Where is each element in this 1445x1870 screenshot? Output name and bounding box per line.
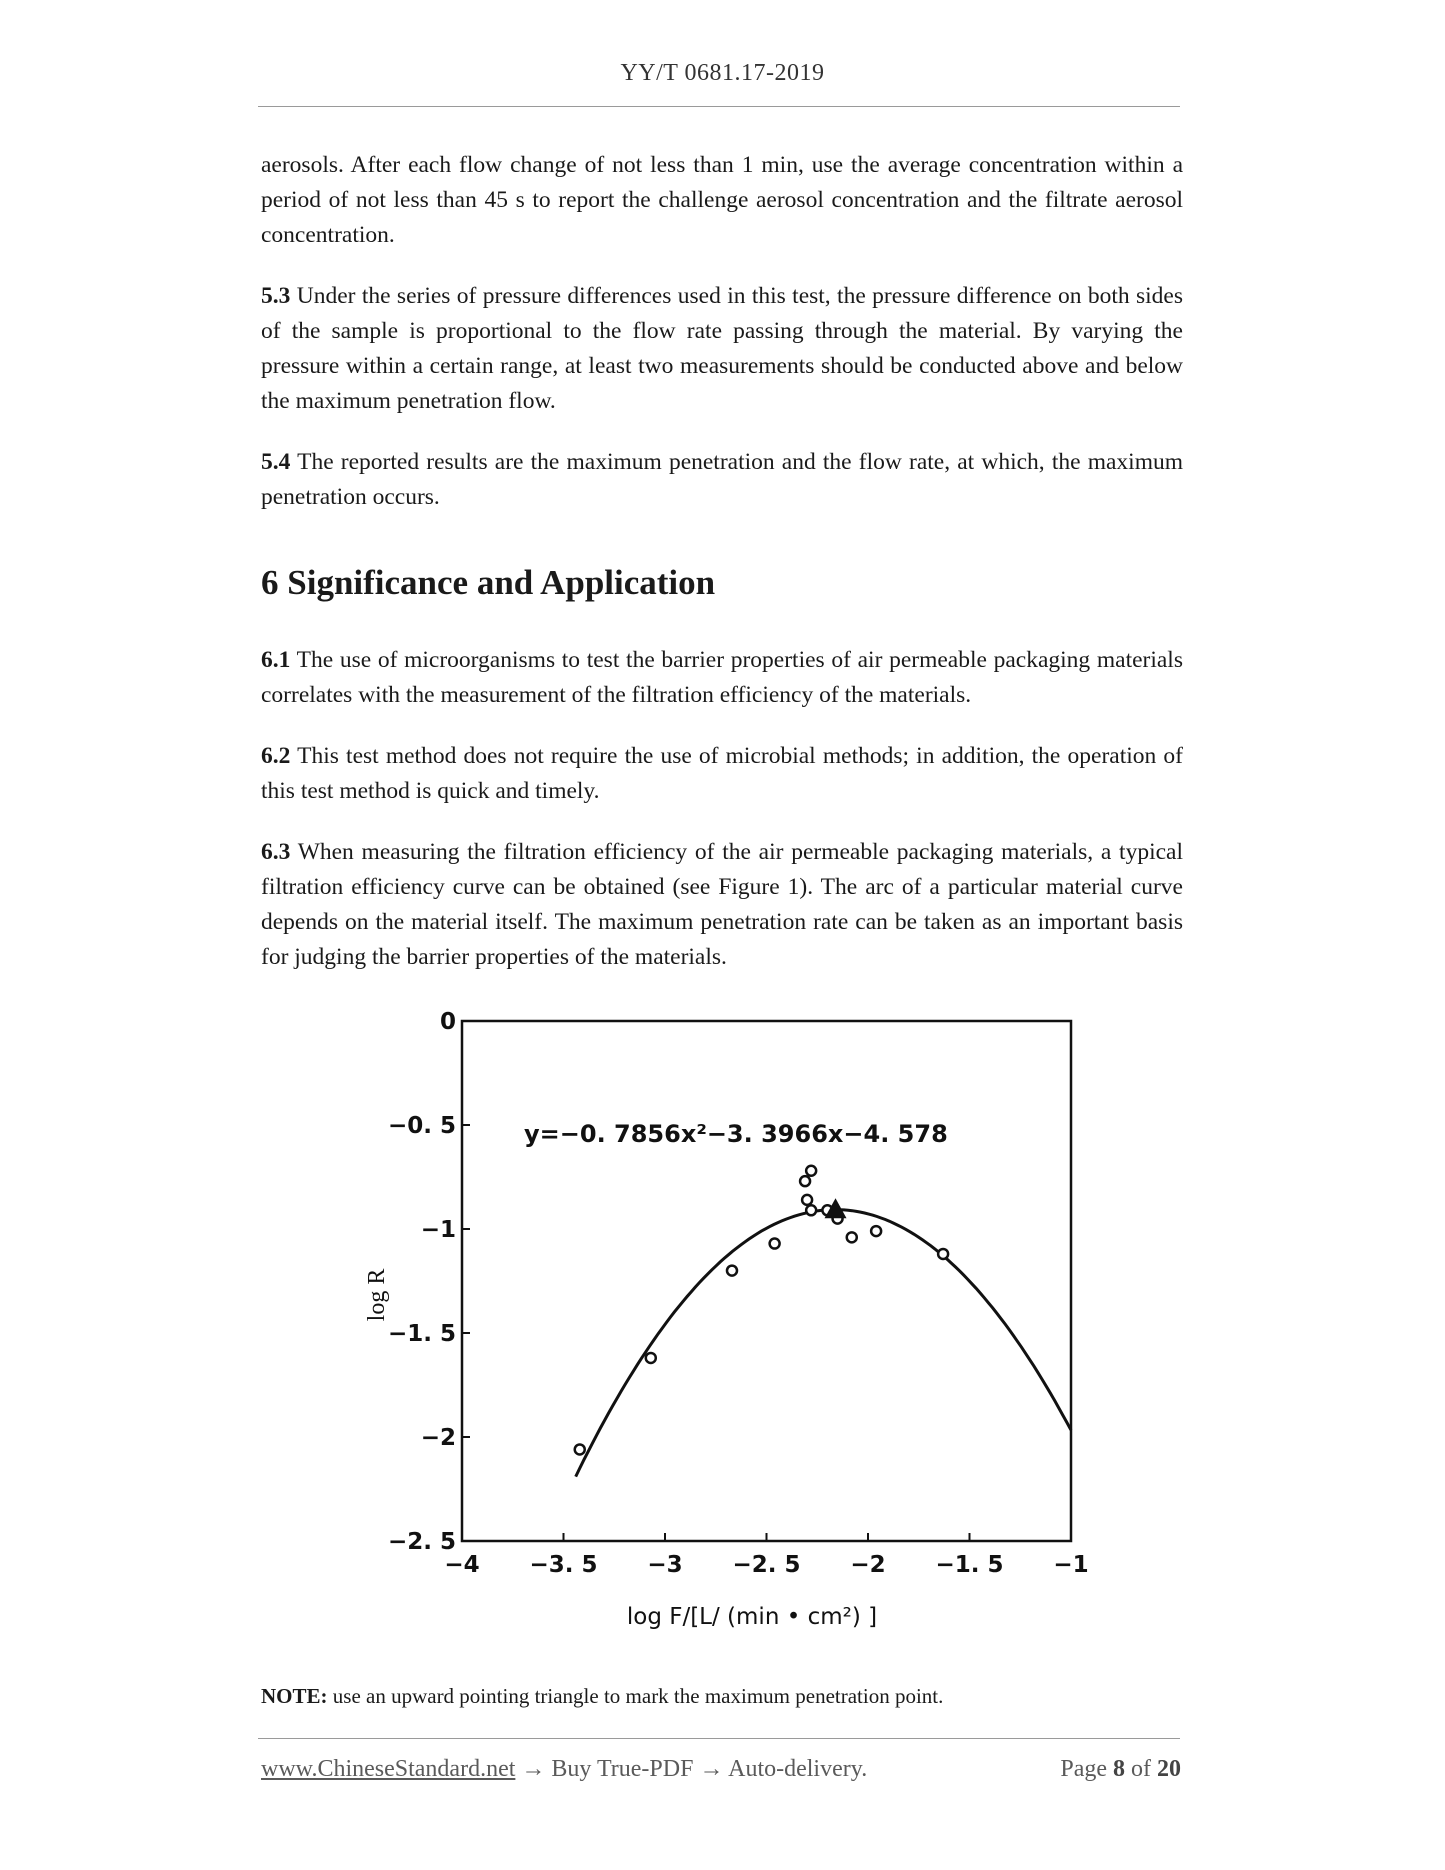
clause-6-3 — [261, 835, 1183, 975]
x-tick-label: −2 — [850, 1552, 886, 1578]
page-content — [261, 148, 1183, 1001]
clause-text: Under the series of pressure differences used in this test, the pressure difference on both sides of the sample is proportional to the flow rate passing through the material. By varying the pressure within a certain range, at least two measurements should be conducted above and below the maximum penetration flow. — [261, 283, 1183, 414]
y-tick-label: −1. 5 — [387, 1321, 456, 1347]
paragraph-aerosols: aerosols. After each flow change of not less than 1 min, use the average concentration within a period of not less than 45 s to report the challenge aerosol concentration and the filtrate aerosol concentration. — [261, 152, 1183, 248]
x-tick-label: −1 — [1053, 1552, 1089, 1578]
clause-text: The reported results are the maximum penetration and the flow rate, at which, the maximum penetration occurs. — [261, 449, 1183, 510]
data-point — [806, 1166, 816, 1176]
page-indicator — [1060, 1756, 1181, 1783]
note-text: use an upward pointing triangle to mark the maximum penetration point. — [327, 1684, 944, 1708]
promo-text: → Buy True-PDF → Auto-delivery. — [515, 1756, 868, 1782]
data-point — [800, 1176, 810, 1186]
site-link[interactable]: www.ChineseStandard.net — [261, 1756, 516, 1782]
page-footer — [261, 1756, 1183, 1783]
clause-number: 6.1 — [261, 647, 291, 673]
y-tick-label: 0 — [439, 1009, 456, 1035]
data-point — [938, 1249, 948, 1259]
clause-6-2 — [261, 739, 1183, 809]
x-tick-label: −1. 5 — [935, 1552, 1004, 1578]
page-total: 20 — [1157, 1756, 1181, 1782]
x-axis-label: log F/[L/ (min • cm²) ] — [626, 1604, 878, 1630]
clause-text: The use of microorganisms to test the barrier properties of air permeable packaging materials correlates with the measurement of the filtration efficiency of the materials. — [261, 647, 1183, 708]
clause-text: This test method does not require the use of microbial methods; in addition, the operation of this test method is quick and timely. — [261, 743, 1183, 804]
clause-number: 6.2 — [261, 743, 291, 769]
clause-number: 5.4 — [261, 449, 291, 475]
y-tick-label: −2. 5 — [387, 1529, 456, 1555]
y-tick-label: −2 — [420, 1425, 456, 1451]
filtration-efficiency-chart — [360, 1000, 1100, 1660]
figure-note — [261, 1684, 943, 1709]
y-tick-label: −0. 5 — [387, 1113, 456, 1139]
data-point — [871, 1226, 881, 1236]
footer-divider — [258, 1738, 1180, 1739]
clause-5-4 — [261, 445, 1183, 515]
data-point — [847, 1232, 857, 1242]
data-point — [727, 1266, 737, 1276]
plot-area-frame — [462, 1021, 1071, 1541]
regression-equation: y=−0. 7856x²−3. 3966x−4. 578 — [524, 1120, 948, 1148]
page-number: 8 — [1113, 1756, 1125, 1782]
document-id-header: YY/T 0681.17-2019 — [620, 60, 825, 86]
y-tick-label: −1 — [420, 1217, 456, 1243]
data-point — [646, 1353, 656, 1363]
x-tick-label: −3 — [647, 1552, 683, 1578]
data-point — [575, 1444, 585, 1454]
note-label: NOTE: — [261, 1684, 328, 1708]
x-tick-label: −3. 5 — [529, 1552, 598, 1578]
clause-6-1 — [261, 643, 1183, 713]
clause-number: 6.3 — [261, 839, 291, 865]
data-point — [806, 1205, 816, 1215]
clause-text: When measuring the filtration efficiency of the air permeable packaging materials, a typical filtration efficiency curve can be obtained (see Figure 1). The arc of a particular material curve depends on the material itself. The maximum penetration rate can be taken as an important basis for judging the barrier properties of the materials. — [261, 839, 1183, 970]
fitted-curve — [576, 1210, 1071, 1477]
clause-number: 5.3 — [261, 283, 291, 309]
section-heading: 6 Significance and Application — [261, 563, 716, 602]
x-tick-label: −4 — [444, 1552, 480, 1578]
clause-5-3 — [261, 279, 1183, 419]
y-axis-label: log R — [364, 1268, 390, 1322]
figure-1 — [360, 1000, 1100, 1660]
x-tick-label: −2. 5 — [732, 1552, 801, 1578]
data-point — [770, 1239, 780, 1249]
header-divider — [258, 106, 1180, 107]
page-prefix: Page — [1060, 1756, 1113, 1782]
page-of: of — [1125, 1756, 1157, 1782]
data-point — [802, 1195, 812, 1205]
